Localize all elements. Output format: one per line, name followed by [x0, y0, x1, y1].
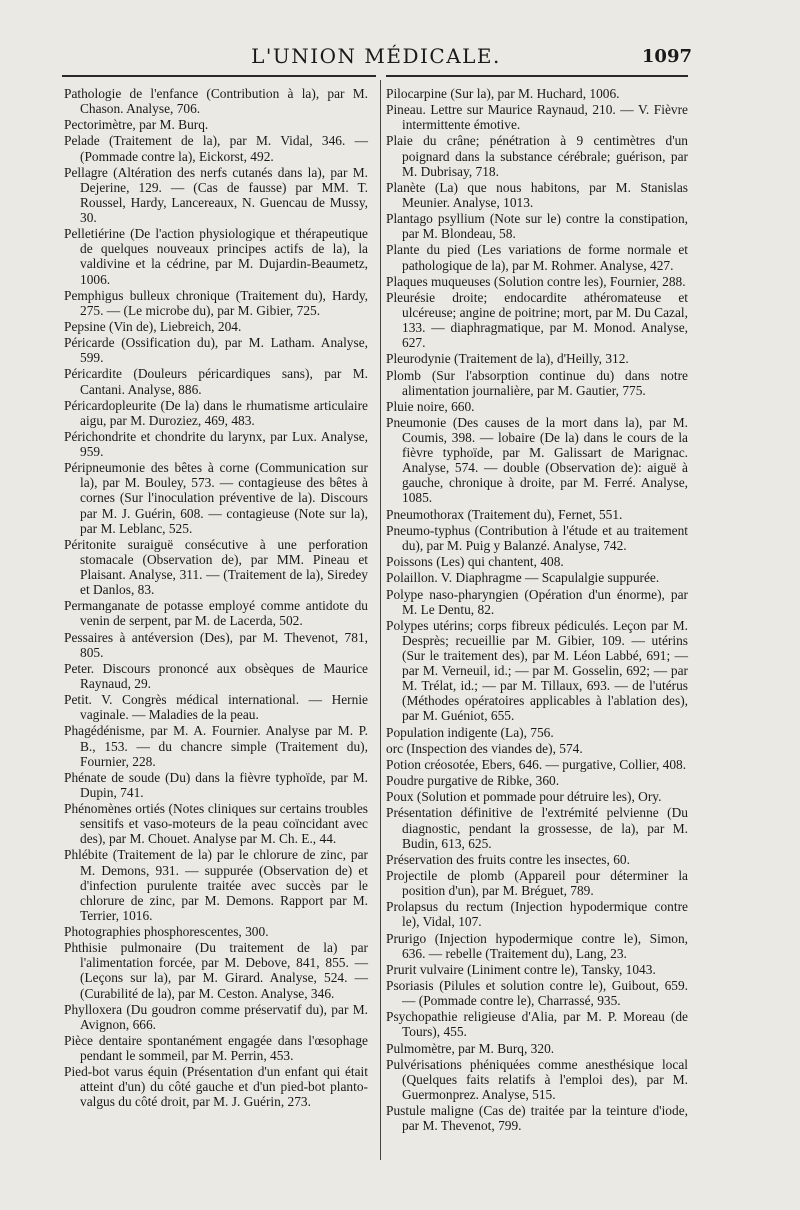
index-entry: Pelletiérine (De l'action physiologique et thérapeutique de quelques nouveaux principes actifs de la), la valdivine et la cédrine, par M. Dujardin-Beaumetz, 1006. [64, 226, 368, 287]
index-entry: Pneumothorax (Traitement du), Fernet, 551. [386, 506, 623, 522]
journal-title: L'UNION MÉDICALE. [251, 44, 501, 68]
index-entry: Pineau. Lettre sur Maurice Raynaud, 210. — V. Fièvre intermittente émotive. [386, 102, 688, 133]
index-entry: Phthisie pulmonaire (Du traitement de la) par l'alimentation forcée, par M. Debove, 841, 855. — (Leçons sur la), par M. Girard. Analyse, 524. — (Curabilité de la), par M. Ceston. Analyse, 346. [64, 940, 368, 1001]
index-entry: Pneumo-typhus (Contribution à l'étude et au traitement du), par M. Puig y Balanzé. Analyse, 742. [386, 522, 688, 553]
index-entry: Prurigo (Injection hypodermique contre le), Simon, 636. — rebelle (Traitement du), Lang, 23. [386, 930, 688, 961]
index-entry: Périchondrite et chondrite du larynx, par Lux. Analyse, 959. [64, 429, 368, 460]
index-entry: Plomb (Sur l'absorption continue du) dans notre alimentation journalière, par M. Gautier, 775. [386, 367, 688, 398]
index-entry: Péripneumonie des bêtes à corne (Communication sur la), par M. Bouley, 573. — contagieuse des bêtes à cornes (Sur l'inoculation préventive de la). Discours par M. J. Guérin, 608. — contagieuse (Note sur la), par M. Leblanc, 525. [64, 460, 368, 536]
index-entry: Pièce dentaire spontanément engagée dans l'œsophage pendant le sommeil, par M. Perrin, 453. [64, 1032, 368, 1064]
index-entry: Plantago psyllium (Note sur le) contre la constipation, par M. Blondeau, 58. [386, 211, 688, 242]
index-entry: Pathologie de l'enfance (Contribution à la), par M. Chason. Analyse, 706. [64, 86, 368, 117]
index-entry: Plaques muqueuses (Solution contre les), Fournier, 288. [386, 273, 686, 289]
index-entry: Phénomènes ortiés (Notes cliniques sur certains troubles sensitifs et vaso-moteurs de la peau coïncidant avec des), par M. Chouet. Analyse par M. Ch. E., 44. [64, 801, 368, 847]
index-entry: Pepsine (Vin de), Liebreich, 204. [64, 318, 242, 334]
index-entry: Phylloxera (Du goudron comme préservatif du), par M. Avignon, 666. [64, 1001, 368, 1032]
index-entry: Phénate de soude (Du) dans la fièvre typhoïde, par M. Dupin, 741. [64, 769, 368, 800]
index-entry: Pilocarpine (Sur la), par M. Huchard, 1006. [386, 86, 620, 101]
left-column [64, 86, 368, 1111]
index-entry: Polype naso-pharyngien (Opération d'un énorme), par M. Le Dentu, 82. [386, 586, 688, 617]
index-entry: Péricarde (Ossification du), par M. Latham. Analyse, 599. [64, 335, 368, 366]
index-entry: Permanganate de potasse employé comme antidote du venin de serpent, par M. de Lacerda, 502. [64, 598, 368, 629]
index-entry: Psychopathie religieuse d'Alia, par M. P. Moreau (de Tours), 455. [386, 1009, 688, 1040]
index-entry: Phlébite (Traitement de la) par le chlorure de zinc, par M. Demons, 931. — suppurée (Observation de) et d'infection purulente traitée avec succès par le chlorure de zinc, par M. Demons. Rapport par M. Terrier, 1016. [64, 847, 368, 923]
index-entry: Pluie noire, 660. [386, 398, 475, 414]
column-divider [380, 80, 381, 1160]
index-entry: Polypes utérins; corps fibreux pédiculés. Leçon par M. Desprès; recueillie par M. Gibier, 109. — utérins (Sur le traitement des), par M. Léon Labbé, 691; — par M. Verneuil, id.; — par M. Gosselin, 692; — par M. Trélat, id.; — par M. Tillaux, 693. — de l'utérus (Méthodes opératoires applicables à l'ablation des), par M. Guéniot, 655. [386, 617, 688, 724]
index-entry: Photographies phosphorescentes, 300. [64, 924, 269, 940]
header-rule-left [62, 75, 376, 77]
index-entry: Psoriasis (Pilules et solution contre le), Guibout, 659. — (Pommade contre le), Charrassé, 935. [386, 978, 688, 1009]
index-entry: Pleurodynie (Traitement de la), d'Heilly, 312. [386, 351, 629, 367]
index-entry: Pustule maligne (Cas de) traitée par la teinture d'iode, par M. Thevenot, 799. [386, 1103, 688, 1134]
index-entry: Plante du pied (Les variations de forme normale et pathologique de la), par M. Rohmer. Analyse, 427. [386, 242, 688, 273]
index-entry: Polaillon. V. Diaphragme — Scapulalgie suppurée. [386, 570, 660, 586]
index-entry: Phagédénisme, par M. A. Fournier. Analyse par M. P. B., 153. — du chancre simple (Traitement du), Fournier, 228. [64, 723, 368, 769]
index-entry: Poudre purgative de Ribke, 360. [386, 773, 560, 789]
index-entry: Peter. Discours prononcé aux obsèques de Maurice Raynaud, 29. [64, 660, 368, 691]
index-entry: Péritonite suraiguë consécutive à une perforation stomacale (Observation de), par MM. Pineau et Plaisant. Analyse, 311. — (Traitement de la), Siredey et Danlos, 83. [64, 536, 368, 598]
index-entry: Pemphigus bulleux chronique (Traitement du), Hardy, 275. — (Le microbe du), par M. Gibier, 725. [64, 287, 368, 318]
index-entry: Planète (La) que nous habitons, par M. Stanislas Meunier. Analyse, 1013. [386, 179, 688, 210]
index-entry: Pelade (Traitement de la), par M. Vidal, 346. — (Pommade contre la), Eickorst, 492. [64, 133, 368, 164]
index-entry: Pulvérisations phéniquées comme anesthésique local (Quelques faits relatifs à l'emploi des), par M. Guermonprez. Analyse, 515. [386, 1056, 688, 1102]
right-column [386, 86, 688, 1134]
index-entry: Pellagre (Altération des nerfs cutanés dans la), par M. Dejerine, 129. — (Cas de fausse) par MM. T. Roussel, Hardy, Lancereaux, N. Guencau de Mussy, 30. [64, 164, 368, 226]
index-entry: Pneumonie (Des causes de la mort dans la), par M. Coumis, 398. — lobaire (De la) dans le cours de la fièvre typhoïde, par M. Galissart de Marignac. Analyse, 574. — double (Observation de): aiguë à gauche, chronique à droite, par M. Ferré. Analyse, 1085. [386, 415, 688, 506]
index-entry: Population indigente (La), 756. [386, 724, 554, 740]
index-entry: Petit. V. Congrès médical international. — Hernie vaginale. — Maladies de la peau. [64, 692, 368, 723]
index-entry: Pulmomètre, par M. Burq, 320. [386, 1040, 555, 1056]
index-entry: Prolapsus du rectum (Injection hypodermique contre le), Vidal, 107. [386, 899, 688, 930]
index-entry: Potion créosotée, Ebers, 646. — purgative, Collier, 408. [386, 756, 687, 772]
index-entry: Poux (Solution et pommade pour détruire les), Ory. [386, 789, 662, 805]
index-entry: Plaie du crâne; pénétration à 9 centimètres d'un poignard dans la substance cérébrale; guérison, par M. Dubrisay, 718. [386, 133, 688, 179]
index-entry: Poissons (Les) qui chantent, 408. [386, 554, 564, 570]
index-entry: Présentation définitive de l'extrémité pelvienne (Du diagnostic, pendant la grossesse, de la), par M. Budin, 613, 625. [386, 805, 688, 851]
index-entry: Pessaires à antéversion (Des), par M. Thevenot, 781, 805. [64, 629, 368, 660]
index-entry: Pectorimètre, par M. Burq. [64, 117, 209, 133]
index-entry: Pleurésie droite; endocardite athéromateuse et ulcéreuse; angine de poitrine; mort, par M. Du Cazal, 133. — diaphragmatique, par M. Monod. Analyse, 627. [386, 289, 688, 351]
index-entry: Projectile de plomb (Appareil pour déterminer la position d'un), par M. Bréguet, 789. [386, 868, 688, 899]
header-rule-right [386, 75, 688, 77]
page-header [60, 44, 692, 74]
index-entry: Pied-bot varus équin (Présentation d'un enfant qui était atteint d'un) du côté gauche et d'un pied-bot planto-valgus du côté droit, par M. J. Guérin, 273. [64, 1064, 368, 1110]
index-entry: Prurit vulvaire (Liniment contre le), Tansky, 1043. [386, 961, 656, 977]
index-entry: orc (Inspection des viandes de), 574. [386, 740, 583, 756]
index-entry: Préservation des fruits contre les insectes, 60. [386, 851, 630, 867]
page-number: 1097 [641, 46, 692, 67]
index-entry: Péricardopleurite (De la) dans le rhumatisme articulaire aigu, par M. Duroziez, 469, 483. [64, 397, 368, 428]
index-entry: Péricardite (Douleurs péricardiques sans), par M. Cantani. Analyse, 886. [64, 366, 368, 397]
